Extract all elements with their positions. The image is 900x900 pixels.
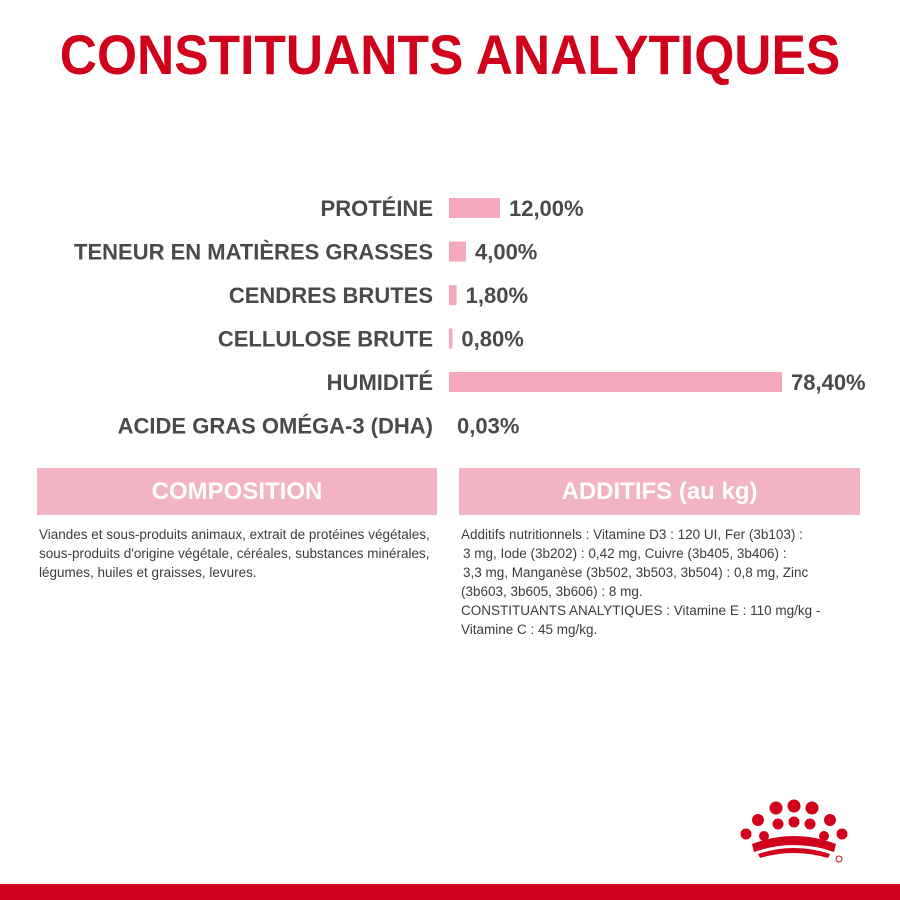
additifs-line: CONSTITUANTS ANALYTIQUES : Vitamine E : 110 mg/kg - — [461, 603, 821, 618]
bar — [449, 329, 452, 349]
category-label: TENEUR EN MATIÈRES GRASSES — [74, 239, 433, 265]
crown-logo-icon — [738, 798, 850, 864]
composition-header: COMPOSITION — [37, 468, 437, 515]
additifs-line: 3 mg, Iode (3b202) : 0,42 mg, Cuivre (3b405, 3b406) : — [463, 546, 787, 561]
additifs-text — [461, 525, 856, 639]
category-label: PROTÉINE — [320, 196, 433, 221]
value-label: 78,40% — [791, 370, 866, 395]
composition-text: Viandes et sous-produits animaux, extrait de protéines végétales, sous-produits d'origine végétale, céréales, substances minérales, légumes, huiles et graisses, levures. — [39, 527, 430, 580]
page-title: CONSTITUANTS ANALYTIQUES — [59, 23, 841, 86]
bar — [449, 198, 500, 218]
value-label: 0,80% — [461, 326, 524, 352]
additifs-line: Additifs nutritionnels : Vitamine D3 : 120 UI, Fer (3b103) : — [461, 527, 803, 542]
value-label: 12,00% — [508, 196, 584, 221]
additifs-line: Vitamine C : 45 mg/kg. — [461, 622, 598, 637]
category-label: CENDRES BRUTES — [228, 283, 433, 308]
additifs-header: ADDITIFS (au kg) — [459, 468, 860, 515]
bar — [449, 372, 782, 392]
nutrient-bar-chart — [0, 180, 900, 450]
category-label: CELLULOSE BRUTE — [217, 326, 433, 352]
value-label: 0,03% — [457, 413, 520, 439]
value-label: 4,00% — [474, 239, 538, 265]
bar — [449, 285, 457, 305]
additifs-line: (3b603, 3b605, 3b606) : 8 mg. — [461, 584, 643, 599]
bottom-brand-bar — [0, 884, 900, 900]
additifs-line: 3,3 mg, Manganèse (3b502, 3b503, 3b504) : 0,8 mg, Zinc — [463, 565, 809, 580]
category-label: ACIDE GRAS OMÉGA-3 (DHA) — [117, 413, 433, 439]
value-label: 1,80% — [465, 283, 529, 308]
category-label: HUMIDITÉ — [326, 370, 433, 395]
bar — [449, 242, 466, 262]
